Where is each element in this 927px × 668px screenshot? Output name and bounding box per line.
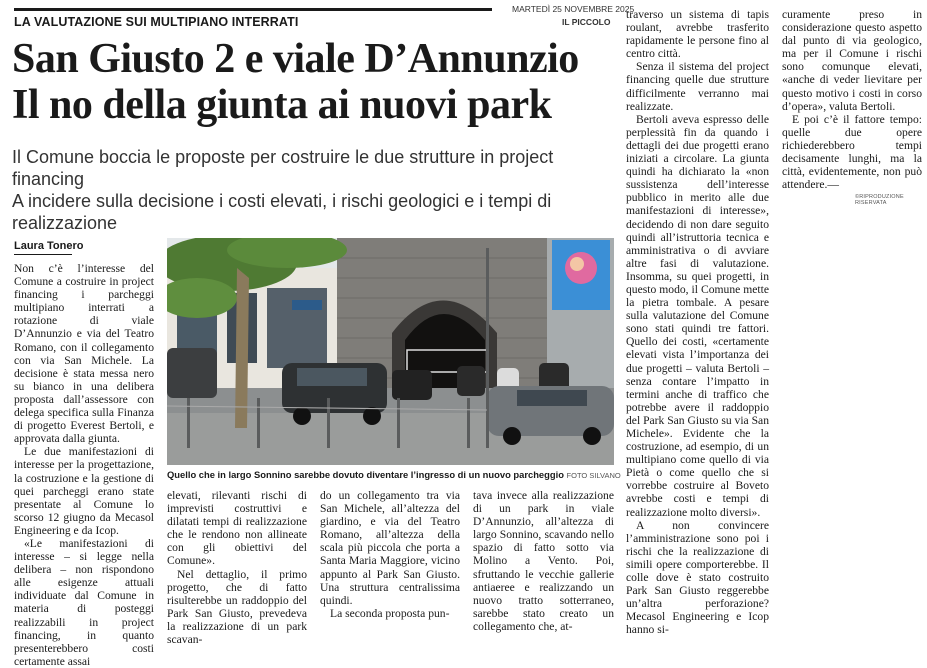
paragraph: Le due manifestazioni di interesse per la progettazione, la costruzione e la gestione di quei parcheggi erano state presentate al Comune lo scorso 12 giugno da Mecasol Engineering e da Icop. [14,445,154,537]
kicker: LA VALUTAZIONE SUI MULTIPIANO INTERRATI [14,15,299,29]
column-5 [626,8,769,637]
subhead-line-1: Il Comune boccia le proposte per costruire le due strutture in project financing [12,147,554,189]
paragraph: traverso un sistema di tapis roulant, avrebbe trasferito rapidamente le persone fino al centro città. [626,8,769,61]
paragraph: Nel dettaglio, il primo progetto, che di fatto risulterebbe un raddoppio del Park San Giusto, prevedeva la realizzazione di un park scavan- [167,567,307,647]
headline-line-2: Il no della giunta ai nuovi park [12,82,552,128]
photo-caption [167,469,621,480]
headline [12,36,612,128]
paragraph: Bertoli aveva espresso delle perplessità fin da quando i dettagli dei due progetti erano iniziati a circolare. La giunta quindi ha dichiarato la «non sussistenza dell’interesse pubblico in merito alle due manifestazioni di interesse», decidendo di non dare seguito quindi all’istruttoria tecnica e amministrativa o di avviare altre fasi di valutazione. Insomma, su quei progetti, in questo modo, il Comune mette la pietra tombale. A pesare sulla valutazione del Comune sono stati quindi tre fattori. Quello dei costi, «certamente elevati vista l’importanza dei due progetti – valuta Bertoli – senza contare l’impatto in termini anche di traffico che potrebbe avere il raddoppio del Park San Giusto su via San Michele». Evidente che la costruzione, ad esempio, di un multipiano come quello di via Pietà o come quello che si vorrebbe costruire al Boveto avrebbe costi e tempi di realizzazione molto diversi». [626,112,769,519]
author-byline: Laura Tonero [14,240,84,252]
column-6 [782,8,922,192]
paragraph: E poi c’è il fattore tempo: quelle due opere richiederebbero tempi decisamente lunghi, ma la città, evidentemente, non può attendere.— [782,112,922,192]
photo-illustration [167,238,614,465]
caption-text: Quello che in largo Sonnino sarebbe dovuto diventare l’ingresso di un nuovo parcheggio [167,469,564,480]
photo-credit: FOTO SILVANO [566,471,621,480]
subheadline [12,146,622,234]
column-3 [320,489,460,623]
subhead-line-2: A incidere sulla decisione i costi elevati, i rischi geologici e i tempi di realizzazione [12,191,552,233]
paragraph: «Le manifestazioni di interesse – si legge nella delibera – non rispondono alle esigenze attuali individuate dal Comune in materia di posteggi realizzabili in project financing, in quanto presenterebbero costi certamente assai [14,536,154,668]
byline-rule [14,254,72,255]
paragraph: do un collegamento tra via San Michele, all’altezza del giardino, e via del Teatro Romano, all’altezza della scala più piccola che porta a Santa Maria Maggiore, vicino appunto al Park San Giusto. Una struttura centralissima quindi. [320,489,460,607]
paragraph: Non c’è l’interesse del Comune a costruire in project financing i parcheggi multipiano interrati a rotazione di viale D’Annunzio e via del Teatro Romano, con il collegamento con via San Michele. La decisione è stata messa nero su bianco in una delibera proposta dall’assessore con delega specifica sulla Finanza di progetto Everest Bertoli, e approvata dalla giunta. [14,262,154,446]
reproduction-notice: ©RIPRODUZIONE RISERVATA [855,194,904,206]
top-rule [14,8,492,11]
column-2 [167,489,307,647]
article-photo [167,238,614,465]
paragraph: La seconda proposta pun- [330,606,450,620]
dateline: MARTEDÌ 25 NOVEMBRE 2025 [512,4,635,14]
paragraph: Senza il sistema del project financing quelle due strutture difficilmente verranno mai realizzate. [626,60,769,113]
paragraph: tava invece alla realizzazione di un park in viale D’Annunzio, all’altezza di largo Sonnino, scavando nello spazio di fatto sotto via Molino a Vento. Poi, sfruttando le vecchie gallerie antiaeree e realizzando un nuovo tratto sotterraneo, sarebbe stato creato un collegamento che, at- [473,489,614,633]
headline-line-1: San Giusto 2 e viale D’Annunzio [12,36,579,82]
paragraph: elevati, rilevanti rischi di imprevisti costruttivi e dilatati tempi di realizzazione che le rendono non allineate con gli obiettivi del Comune». [167,489,307,568]
paragraph: A non convincere l’amministrazione sono poi i rischi che la realizzazione di simili opere comporterebbe. Il colle dove è stato costruito Park San Giusto reggerebbe un’altra perforazione? Mecasol Engineering e Icop hanno si- [626,518,769,637]
column-1 [14,262,154,668]
newspaper-name: IL PICCOLO [562,17,611,27]
paragraph: curamente preso in considerazione questo aspetto dal punto di via geologico, ma per il Comune i rischi sono comunque elevati, «anche di veder lievitare per questo motivo i costi in corso d’opera», valuta Bertoli. [782,8,922,113]
column-4 [473,489,614,633]
